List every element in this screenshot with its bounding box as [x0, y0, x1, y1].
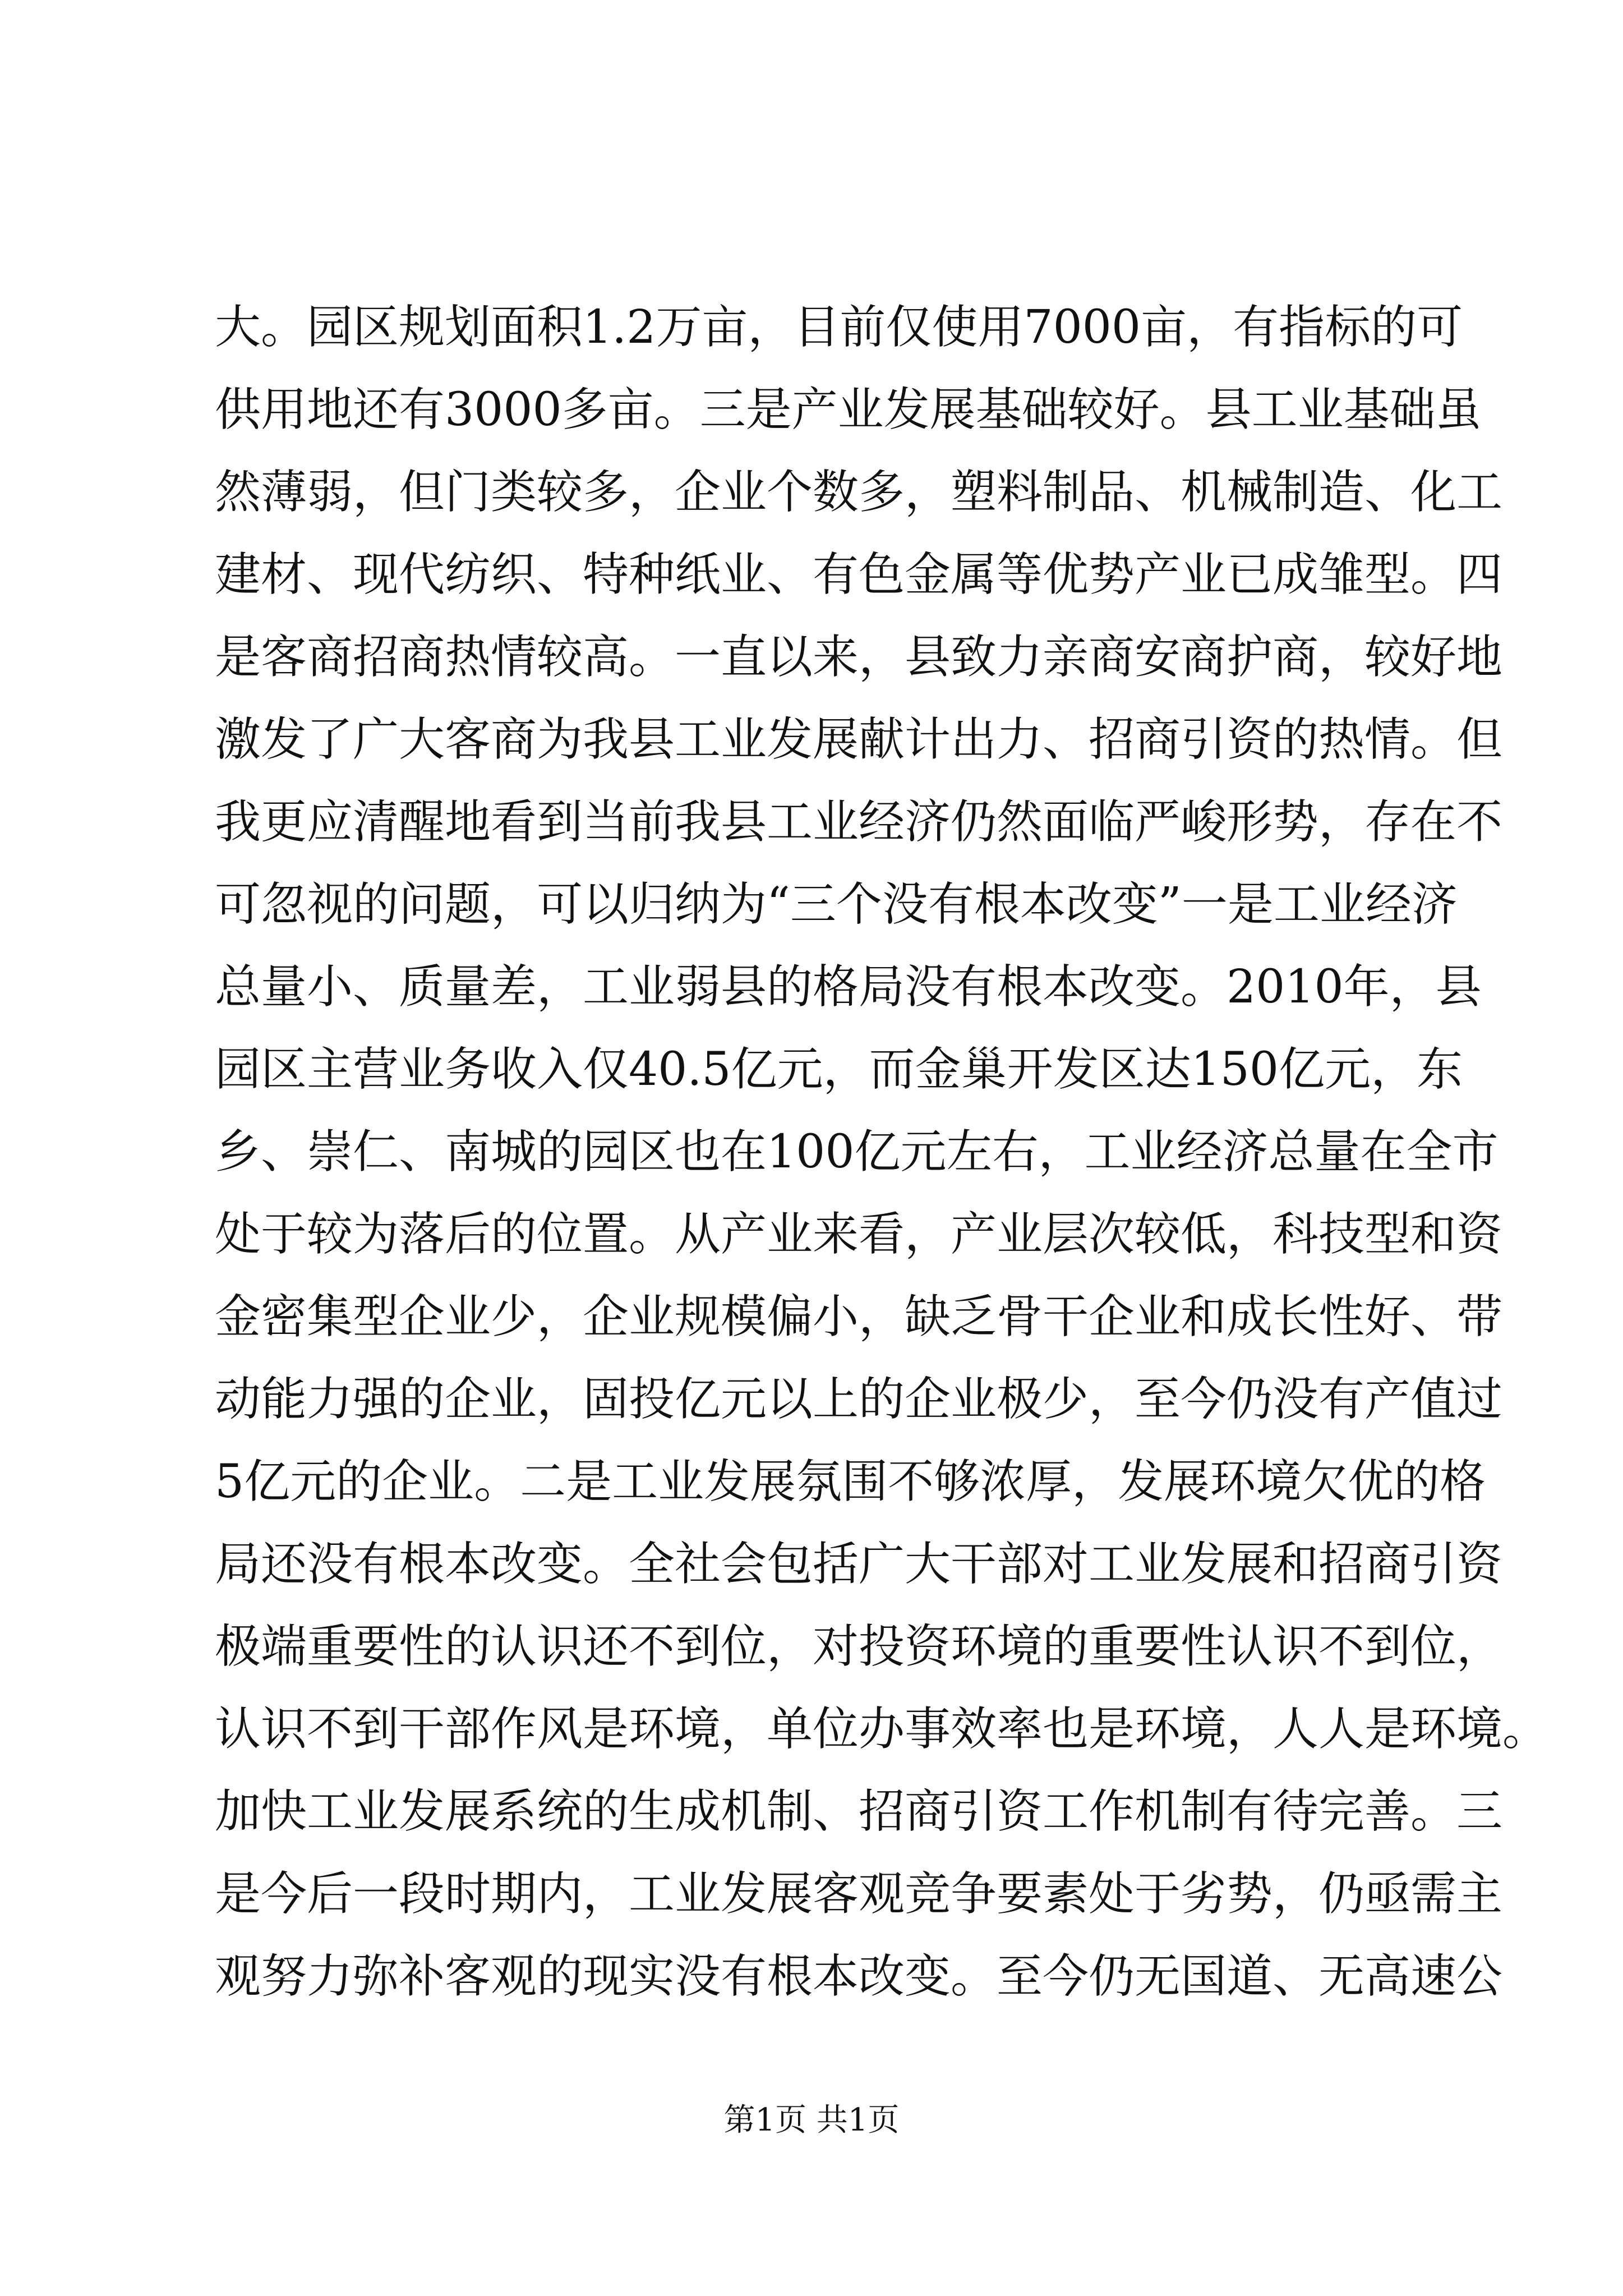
- text-line: 乡、崇仁、南城的园区也在100亿元左右，工业经济总量在全市: [215, 1125, 1498, 1179]
- text-line: 我更应清醒地看到当前我县工业经济仍然面临严峻形势，存在不: [215, 795, 1503, 849]
- text-line: 激发了广大客商为我县工业发展献计出力、招商引资的热情。但: [215, 713, 1503, 766]
- text-line: 是今后一段时期内，工业发展客观竞争要素处于劣势，仍亟需主: [215, 1867, 1503, 1921]
- text-line: 是客商招商热情较高。一直以来，县致力亲商安商护商，较好地: [215, 631, 1503, 684]
- text-line: 观努力弥补客观的现实没有根本改变。至今仍无国道、无高速公: [215, 1950, 1503, 2003]
- text-line: 可忽视的问题，可以归纳为“三个没有根本改变”一是工业经济: [215, 878, 1458, 931]
- text-line: 认识不到干部作风是环境，单位办事效率也是环境，人人是环境。: [215, 1703, 1549, 1756]
- text-line: 金密集型企业少，企业规模偏小，缺乏骨干企业和成长性好、带: [215, 1290, 1503, 1343]
- text-line: 供用地还有3000多亩。三是产业发展基础较好。县工业基础虽: [215, 383, 1482, 436]
- text-line: 5亿元的企业。二是工业发展氛围不够浓厚，发展环境欠优的格: [215, 1455, 1486, 1508]
- text-line: 局还没有根本改变。全社会包括广大干部对工业发展和招商引资: [215, 1538, 1503, 1591]
- body-text: [215, 286, 1549, 2018]
- page-footer: 第1页 共1页: [723, 2102, 900, 2138]
- text-line: 大。园区规划面积1.2万亩，目前仅使用7000亩，有指标的可: [215, 301, 1463, 354]
- text-line: 总量小、质量差，工业弱县的格局没有根本改变。2010年，县: [215, 960, 1482, 1014]
- text-line: 处于较为落后的位置。从产业来看，产业层次较低，科技型和资: [215, 1208, 1503, 1261]
- text-line: 加快工业发展系统的生成机制、招商引资工作机制有待完善。三: [215, 1785, 1503, 1838]
- text-line: 极端重要性的认识还不到位，对投资环境的重要性认识不到位，: [215, 1620, 1503, 1673]
- text-line: 然薄弱，但门类较多，企业个数多，塑料制品、机械制造、化工: [215, 466, 1503, 519]
- text-line: 建材、现代纺织、特种纸业、有色金属等优势产业已成雏型。四: [215, 548, 1503, 601]
- text-line: 园区主营业务收入仅40.5亿元，而金巢开发区达150亿元，东: [215, 1043, 1463, 1096]
- text-line: 动能力强的企业，固投亿元以上的企业极少，至今仍没有产值过: [215, 1373, 1503, 1426]
